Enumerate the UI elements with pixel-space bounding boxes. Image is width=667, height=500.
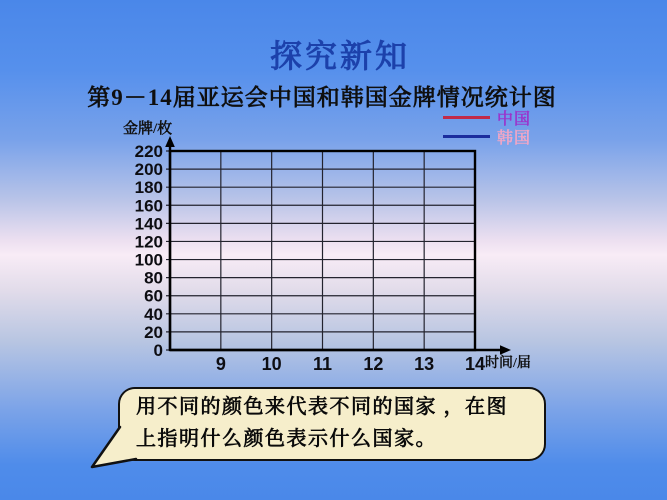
y-tick-label: 20 [144,322,163,342]
chart-legend [443,108,531,146]
y-tick-label: 180 [134,178,163,198]
tail-shape [92,427,136,467]
bubble-line-2: 上指明什么颜色表示什么国家。 [136,428,437,450]
y-tick-label: 60 [144,286,163,306]
x-tick-label: 12 [363,354,384,374]
y-tick-label: 120 [134,232,163,252]
korea-line-swatch [443,135,490,138]
y-tick-label: 200 [134,160,163,180]
legend-label-china: 中国 [497,111,532,128]
x-tick-label: 13 [414,354,435,374]
page-title: 探究新知 [269,38,410,74]
y-tick-label: 140 [134,214,163,234]
speech-bubble-text [136,391,536,455]
y-tick-label: 80 [144,268,163,288]
y-tick-label: 160 [134,196,163,216]
y-tick-label: 0 [153,341,163,360]
bubble-line-1: 用不同的颜色来代表不同的国家 ，在图 [136,396,508,418]
x-tick-label: 9 [215,354,226,374]
y-tick-label: 220 [134,142,163,161]
x-tick-label: 10 [261,354,282,374]
legend-label-korea: 韩国 [497,130,532,147]
x-tick-label: 14 [464,354,486,374]
chart-title: 第9－14届亚运会中国和韩国金牌情况统计图 [87,85,557,110]
y-axis-unit-label: 金牌/枚 [123,121,173,137]
x-tick-label: 11 [312,354,333,374]
y-tick-label: 100 [134,250,163,270]
y-tick-label: 40 [144,304,163,324]
legend-item-korea [443,127,531,146]
china-line-swatch [443,116,490,119]
x-axis-unit-label: 时间/届 [485,356,531,371]
y-axis-arrow-icon [165,136,175,147]
